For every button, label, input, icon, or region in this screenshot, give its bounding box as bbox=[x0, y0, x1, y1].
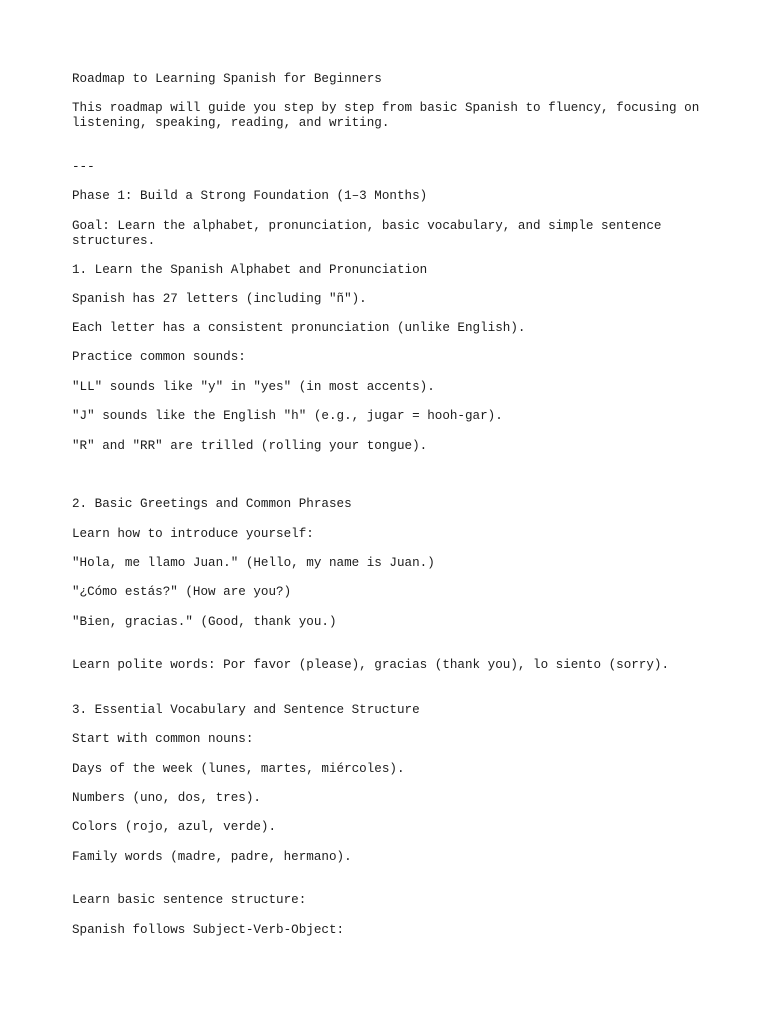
section3-heading: 3. Essential Vocabulary and Sentence Structure bbox=[72, 703, 420, 717]
list-item: "LL" sounds like "y" in "yes" (in most accents). bbox=[72, 380, 435, 394]
list-item: Numbers (uno, dos, tres). bbox=[72, 791, 261, 805]
list-item: Spanish follows Subject-Verb-Object: bbox=[72, 923, 345, 937]
list-item: Spanish has 27 letters (including "ñ"). bbox=[72, 292, 367, 306]
list-item: Each letter has a consistent pronunciation (unlike English). bbox=[72, 321, 526, 335]
list-item: Days of the week (lunes, martes, miércoles). bbox=[72, 762, 405, 776]
list-item: Family words (madre, padre, hermano). bbox=[72, 850, 352, 864]
list-item: Learn polite words: Por favor (please), gracias (thank you), lo siento (sorry). bbox=[72, 658, 670, 672]
section-separator: --- bbox=[72, 160, 95, 174]
list-item: "R" and "RR" are trilled (rolling your tongue). bbox=[72, 439, 428, 453]
intro-paragraph: This roadmap will guide you step by step from basic Spanish to fluency, focusing on listening, speaking, reading, and writing. bbox=[72, 101, 707, 130]
list-item: Learn basic sentence structure: bbox=[72, 893, 307, 907]
list-item: Start with common nouns: bbox=[72, 732, 254, 746]
list-item: "Hola, me llamo Juan." (Hello, my name is Juan.) bbox=[72, 556, 435, 570]
list-item: Practice common sounds: bbox=[72, 350, 246, 364]
list-item: "J" sounds like the English "h" (e.g., jugar = hooh-gar). bbox=[72, 409, 503, 423]
phase1-goal: Goal: Learn the alphabet, pronunciation, basic vocabulary, and simple sentence structures. bbox=[72, 219, 670, 248]
list-item: Colors (rojo, azul, verde). bbox=[72, 820, 277, 834]
section2-heading: 2. Basic Greetings and Common Phrases bbox=[72, 497, 352, 511]
list-item: "¿Cómo estás?" (How are you?) bbox=[72, 585, 292, 599]
phase1-heading: Phase 1: Build a Strong Foundation (1–3 Months) bbox=[72, 189, 428, 203]
list-item: "Bien, gracias." (Good, thank you.) bbox=[72, 615, 337, 629]
list-item: Learn how to introduce yourself: bbox=[72, 527, 314, 541]
document-title: Roadmap to Learning Spanish for Beginners bbox=[72, 72, 382, 86]
section1-heading: 1. Learn the Spanish Alphabet and Pronunciation bbox=[72, 263, 428, 277]
